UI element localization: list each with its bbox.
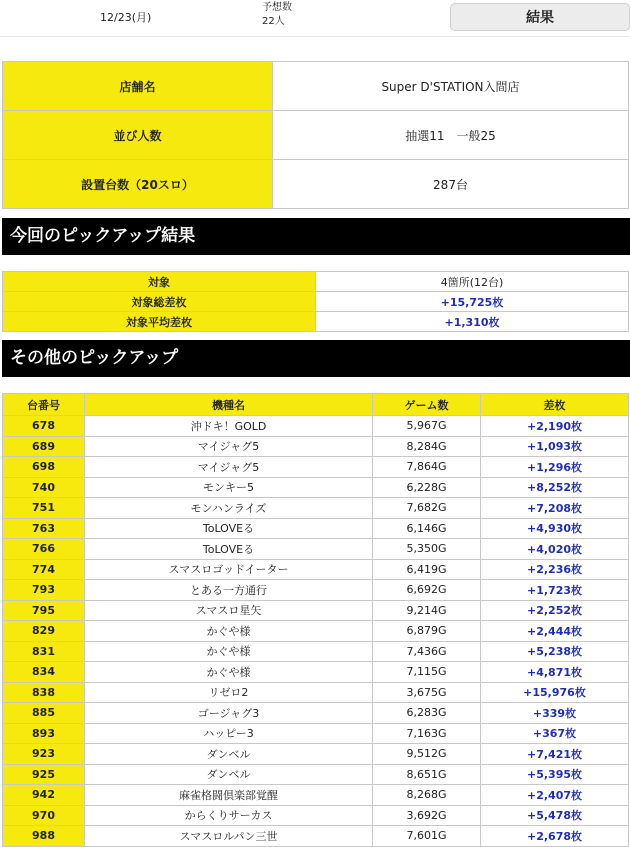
machine-name: 沖ドキ！GOLD — [85, 416, 373, 437]
machine-name: スマスロルパン三世 — [85, 826, 373, 847]
table-row — [3, 662, 629, 683]
info-value: Super D'STATION入間店 — [273, 62, 629, 111]
machine-number: 766 — [3, 539, 85, 560]
machine-name: かぐや様 — [85, 641, 373, 662]
other-pickup-header: その他のピックアップ — [2, 340, 630, 377]
game-count: 6,419G — [373, 559, 481, 580]
summary-value: +15,725枚 — [316, 292, 629, 312]
column-header: 台番号 — [3, 394, 85, 416]
medal-difference: +4,871枚 — [481, 662, 629, 683]
game-count: 3,675G — [373, 682, 481, 703]
game-count: 6,146G — [373, 518, 481, 539]
machine-name: ゴージャグ3 — [85, 703, 373, 724]
medal-difference: +15,976枚 — [481, 682, 629, 703]
medal-difference: +2,444枚 — [481, 621, 629, 642]
machine-number: 678 — [3, 416, 85, 437]
top-bar — [0, 0, 630, 37]
machine-name: マイジャグ5 — [85, 457, 373, 478]
table-row — [3, 764, 629, 785]
game-count: 6,283G — [373, 703, 481, 724]
medal-difference: +4,930枚 — [481, 518, 629, 539]
column-header: 差枚 — [481, 394, 629, 416]
game-count: 7,864G — [373, 457, 481, 478]
table-row — [3, 723, 629, 744]
machine-number: 831 — [3, 641, 85, 662]
date-label: 12/23(月) — [100, 11, 152, 24]
summary-label: 対象平均差枚 — [3, 312, 316, 332]
machine-name: ToLOVEる — [85, 539, 373, 560]
medal-difference: +5,238枚 — [481, 641, 629, 662]
table-row — [3, 518, 629, 539]
game-count: 5,967G — [373, 416, 481, 437]
machine-name: 麻雀格闘倶楽部覚醒 — [85, 785, 373, 806]
column-header: ゲーム数 — [373, 394, 481, 416]
machine-name: ハッピー3 — [85, 723, 373, 744]
machine-number: 838 — [3, 682, 85, 703]
game-count: 5,350G — [373, 539, 481, 560]
machine-name: かぐや様 — [85, 621, 373, 642]
table-row — [3, 600, 629, 621]
summary-label: 対象総差枚 — [3, 292, 316, 312]
medal-difference: +367枚 — [481, 723, 629, 744]
machine-number: 942 — [3, 785, 85, 806]
game-count: 8,284G — [373, 436, 481, 457]
machine-number: 885 — [3, 703, 85, 724]
table-row — [3, 682, 629, 703]
info-row — [3, 111, 629, 160]
summary-label: 対象 — [3, 272, 316, 292]
table-row — [3, 498, 629, 519]
game-count: 9,214G — [373, 600, 481, 621]
medal-difference: +2,236枚 — [481, 559, 629, 580]
medal-difference: +2,678枚 — [481, 826, 629, 847]
info-label: 並び人数 — [3, 111, 273, 160]
medal-difference: +5,395枚 — [481, 764, 629, 785]
medal-difference: +1,296枚 — [481, 457, 629, 478]
table-row — [3, 477, 629, 498]
medal-difference: +5,478枚 — [481, 805, 629, 826]
machine-name: ダンベル — [85, 764, 373, 785]
machine-number: 970 — [3, 805, 85, 826]
summary-value: 4箇所(12台) — [316, 272, 629, 292]
machine-name: からくりサーカス — [85, 805, 373, 826]
machine-number: 829 — [3, 621, 85, 642]
table-row — [3, 539, 629, 560]
table-row — [3, 744, 629, 765]
game-count: 6,879G — [373, 621, 481, 642]
table-row — [3, 416, 629, 437]
result-button[interactable]: 結果 — [450, 3, 630, 31]
machine-number: 923 — [3, 744, 85, 765]
table-row — [3, 559, 629, 580]
machine-number: 774 — [3, 559, 85, 580]
summary-value: +1,310枚 — [316, 312, 629, 332]
machine-number: 988 — [3, 826, 85, 847]
game-count: 7,163G — [373, 723, 481, 744]
machine-name: スマスロ星矢 — [85, 600, 373, 621]
machine-name: マイジャグ5 — [85, 436, 373, 457]
game-count: 7,682G — [373, 498, 481, 519]
pickup-result-header: 今回のピックアップ結果 — [2, 218, 630, 255]
machine-number: 751 — [3, 498, 85, 519]
summary-row — [3, 272, 629, 292]
machine-number: 689 — [3, 436, 85, 457]
table-row — [3, 826, 629, 847]
machine-name: モンハンライズ — [85, 498, 373, 519]
info-row — [3, 160, 629, 209]
table-row — [3, 580, 629, 601]
game-count: 7,601G — [373, 826, 481, 847]
machine-name: リゼロ2 — [85, 682, 373, 703]
other-pickup-table — [2, 393, 629, 847]
summary-row — [3, 312, 629, 332]
game-count: 6,692G — [373, 580, 481, 601]
game-count: 3,692G — [373, 805, 481, 826]
machine-name: とある一方通行 — [85, 580, 373, 601]
pickup-summary-table — [2, 271, 629, 332]
store-info-table — [2, 61, 629, 209]
machine-name: スマスロゴッドイーター — [85, 559, 373, 580]
medal-difference: +339枚 — [481, 703, 629, 724]
info-value: 287台 — [273, 160, 629, 209]
forecast-value: 22人 — [262, 16, 285, 27]
game-count: 8,651G — [373, 764, 481, 785]
machine-number: 763 — [3, 518, 85, 539]
machine-name: モンキー5 — [85, 477, 373, 498]
game-count: 9,512G — [373, 744, 481, 765]
machine-number: 793 — [3, 580, 85, 601]
medal-difference: +7,421枚 — [481, 744, 629, 765]
info-label: 設置台数（20スロ） — [3, 160, 273, 209]
medal-difference: +8,252枚 — [481, 477, 629, 498]
summary-row — [3, 292, 629, 312]
machine-name: ToLOVEる — [85, 518, 373, 539]
machine-number: 795 — [3, 600, 85, 621]
info-row — [3, 62, 629, 111]
machine-name: かぐや様 — [85, 662, 373, 683]
table-row — [3, 703, 629, 724]
machine-number: 893 — [3, 723, 85, 744]
table-row — [3, 436, 629, 457]
machine-number: 925 — [3, 764, 85, 785]
medal-difference: +4,020枚 — [481, 539, 629, 560]
table-row — [3, 805, 629, 826]
column-header: 機種名 — [85, 394, 373, 416]
medal-difference: +2,407枚 — [481, 785, 629, 806]
medal-difference: +1,723枚 — [481, 580, 629, 601]
machine-number: 698 — [3, 457, 85, 478]
forecast — [262, 1, 292, 29]
machine-number: 834 — [3, 662, 85, 683]
table-header-row — [3, 394, 629, 416]
table-row — [3, 457, 629, 478]
table-row — [3, 621, 629, 642]
game-count: 7,436G — [373, 641, 481, 662]
forecast-label: 予想数 — [262, 2, 292, 13]
table-row — [3, 785, 629, 806]
info-label: 店舗名 — [3, 62, 273, 111]
medal-difference: +7,208枚 — [481, 498, 629, 519]
medal-difference: +2,190枚 — [481, 416, 629, 437]
game-count: 6,228G — [373, 477, 481, 498]
info-value: 抽選11 一般25 — [273, 111, 629, 160]
game-count: 7,115G — [373, 662, 481, 683]
game-count: 8,268G — [373, 785, 481, 806]
medal-difference: +1,093枚 — [481, 436, 629, 457]
table-row — [3, 641, 629, 662]
medal-difference: +2,252枚 — [481, 600, 629, 621]
machine-number: 740 — [3, 477, 85, 498]
machine-name: ダンベル — [85, 744, 373, 765]
